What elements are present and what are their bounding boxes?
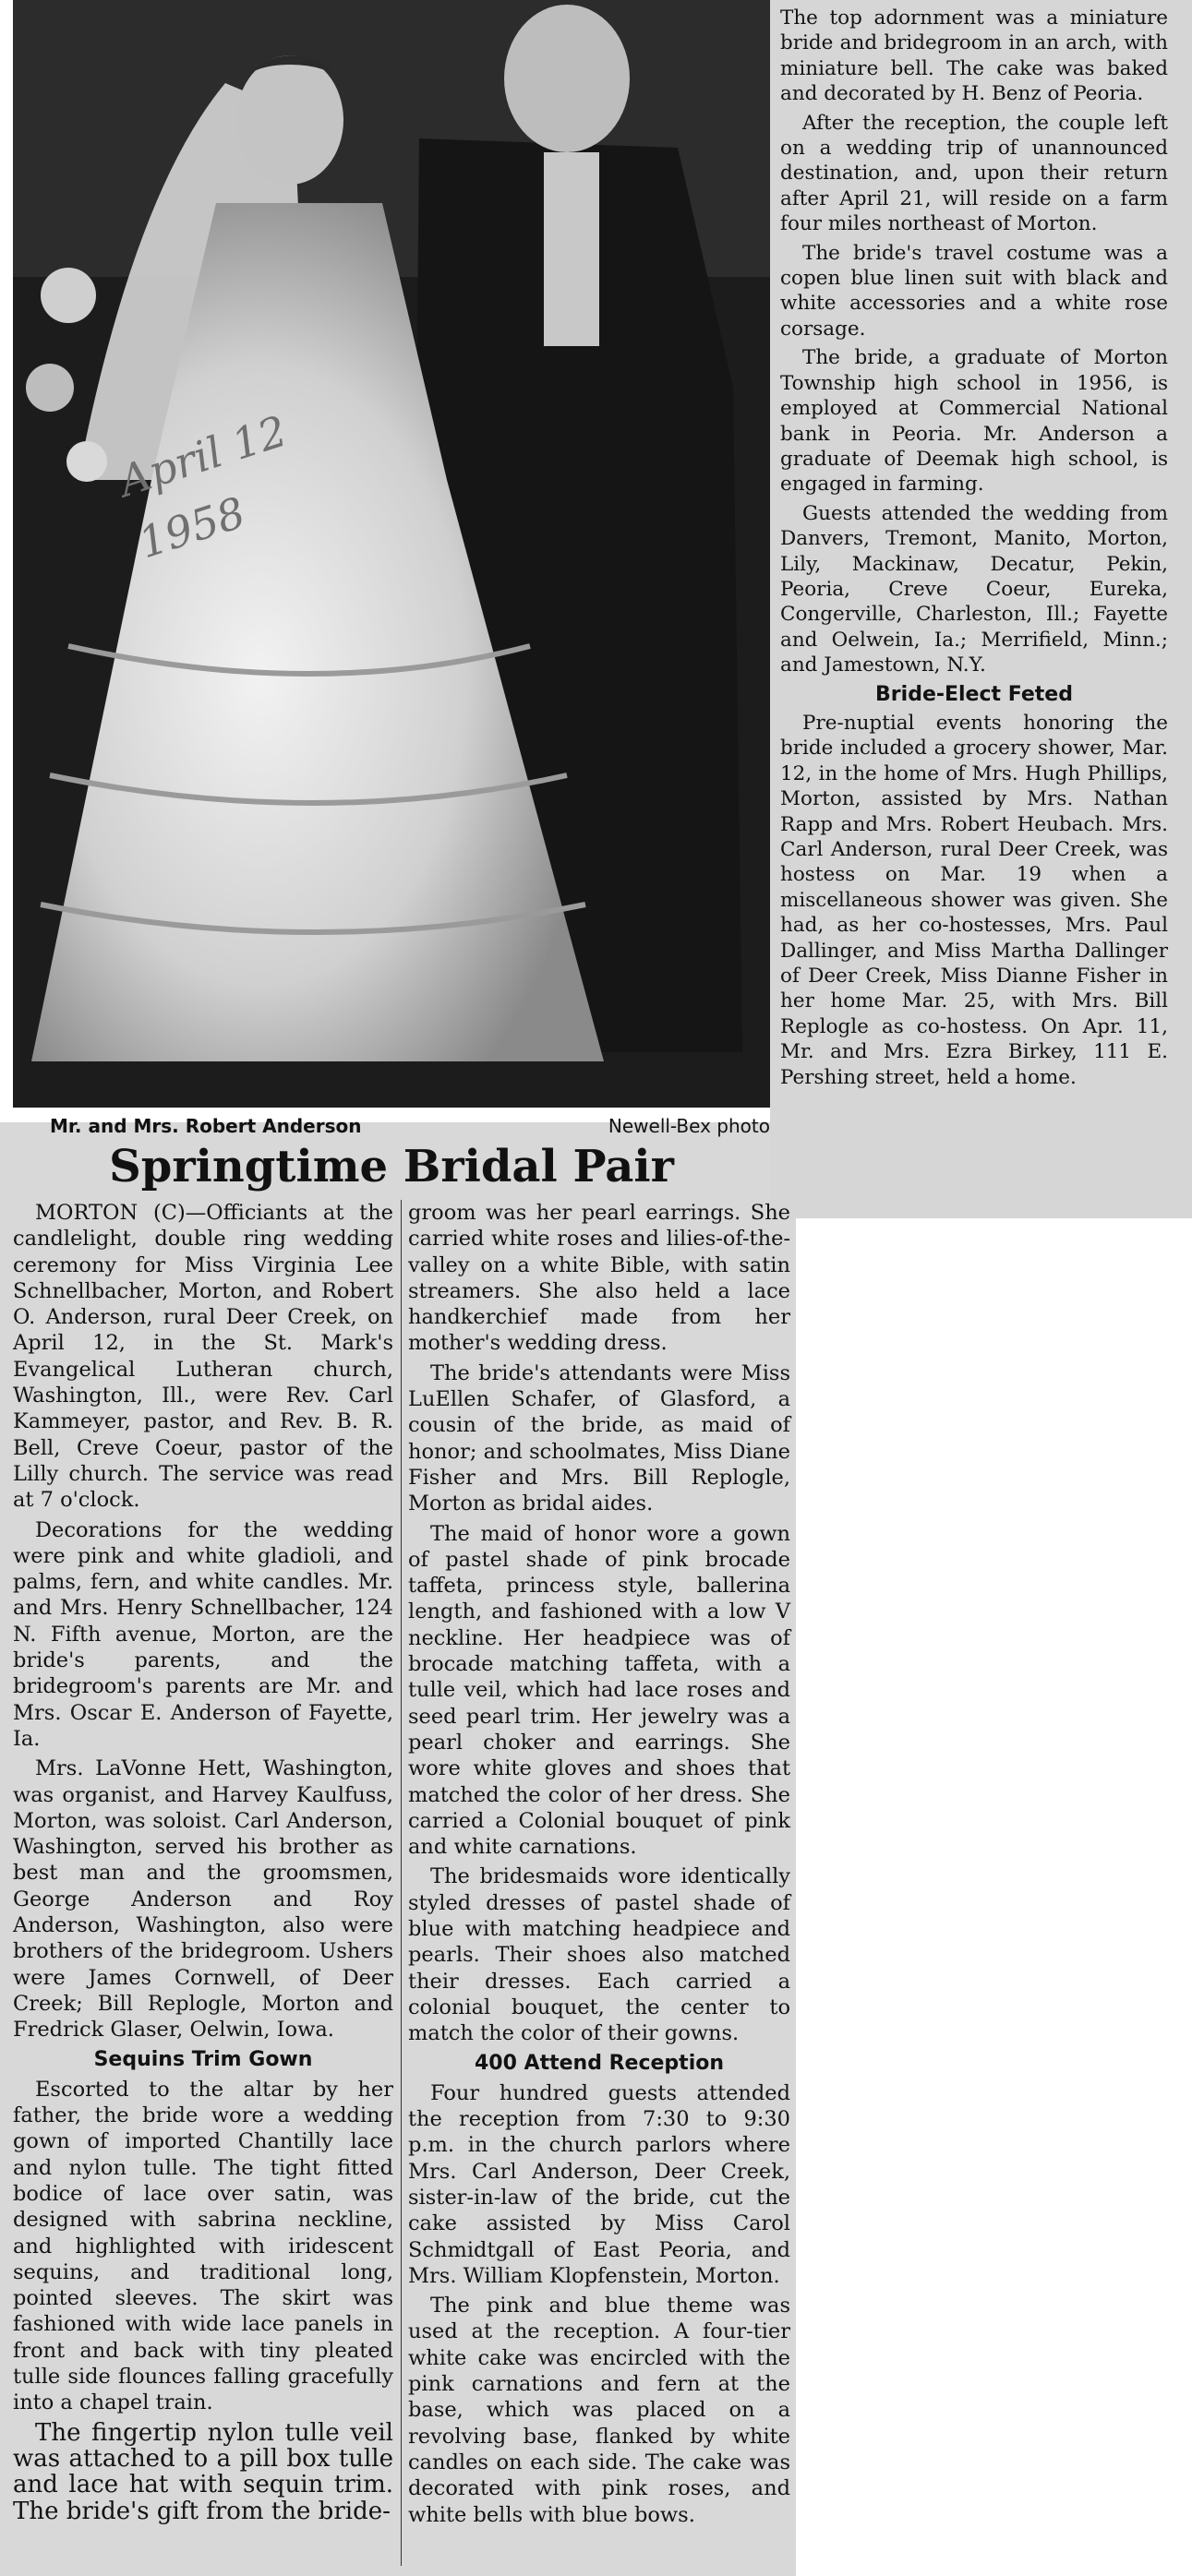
paragraph: The maid of honor wore a gown of pastel shade of pink brocade taffeta, princess style, ballerina length, and fashioned with a low V neckline. Her headpiece was of brocade matching taffeta, with a tulle veil, which had lace roses and seed pearl trim. Her jewelry was a pearl choker and earrings. She wore white gloves and shoes that matched the color of her dress. She carried a Colonial bouquet of pink and white carnations.: [408, 1521, 790, 1860]
wedding-photo-illustration: [13, 0, 770, 1108]
column-rule: [401, 1200, 402, 2566]
paragraph: The fingertip nylon tulle veil was attached to a pill box tulle and lace hat with sequin trim. The bride's gift from the bride-: [13, 2418, 393, 2525]
paragraph: Escorted to the altar by her father, the bride wore a wedding gown of imported Chantilly lace and nylon tulle. The tight fitted bodice of lace over satin, was designed with sabrina neckline, and highlighted with iridescent sequins, and traditional long, pointed sleeves. The skirt was fashioned with wide lace panels in front and back with tiny pleated tulle side flounces falling gracefully into a chapel train.: [13, 2077, 393, 2415]
paragraph: Four hundred guests attended the reception from 7:30 to 9:30 p.m. in the church parlors where Mrs. Carl Anderson, Deer Creek, sister-in-law of the bride, cut the cake assisted by Miss Carol Schmidtgall of East Peoria, and Mrs. William Klopfenstein, Morton.: [408, 2080, 790, 2288]
photo-caption: [13, 1115, 770, 1143]
paragraph: The bride's attendants were Miss LuEllen Schafer, of Glasford, a cousin of the bride, as maid of honor; and schoolmates, Miss Diane Fisher and Mrs. Bill Replogle, Morton as bridal aides.: [408, 1360, 790, 1516]
paragraph: Decorations for the wedding were pink and white gladioli, and palms, fern, and white candles. Mr. and Mrs. Henry Schnellbacher, 124 N. Fifth avenue, Morton, are the bride's parents, and the bridegroom's parents are Mr. and Mrs. Oscar E. Anderson of Fayette, Ia.: [13, 1517, 393, 1751]
paragraph: The bride, a graduate of Morton Township high school in 1956, is employed at Commercial National bank in Peoria. Mr. Anderson a graduate of Deemak high school, is engaged in farming.: [780, 346, 1168, 497]
bride-and-groom-photo: [13, 0, 770, 1108]
paragraph: The pink and blue theme was used at the reception. A four-tier white cake was encircled with the pink carnations and fern at the base, which was placed on a revolving base, flanked by white candles on each side. The cake was decorated with pink roses, and white bells with blue bows.: [408, 2294, 790, 2527]
photo-credit: Newell-Bex photo: [608, 1115, 770, 1137]
subhead-sequins: Sequins Trim Gown: [93, 2047, 313, 2071]
paragraph: After the reception, the couple left on a wedding trip of unannounced destination, and, upon their return after April 21, will reside on a farm four miles northeast of Morton.: [780, 111, 1168, 236]
paragraph: Mrs. LaVonne Hett, Washington, was organist, and Harvey Kaulfuss, Morton, was soloist. Carl Anderson, Washington, served his brother as best man and the groomsmen, George Anderson and Roy Anderson, Washington, also were brothers of the bridegroom. Ushers were James Cornwell, of Deer Creek; Bill Replogle, Morton and Fredrick Glaser, Oelwin, Iowa.: [13, 1756, 393, 2043]
caption-names: Mr. and Mrs. Robert Anderson: [50, 1115, 362, 1137]
paragraph: The bride's travel costume was a copen blue linen suit with black and white accessories and a white rose corsage.: [780, 241, 1168, 341]
right-column: [780, 6, 1168, 1094]
handwritten-date-annotation: April 12 1958: [113, 405, 293, 569]
subhead-bride-elect: Bride-Elect Feted: [875, 682, 1073, 706]
left-column: [13, 1200, 393, 2528]
paragraph: The bridesmaids wore identically styled dresses of pastel shade of blue with matching headpiece and pearls. Their shoes also matched their dresses. Each carried a colonial bouquet, the center to match the color of their gowns.: [408, 1864, 790, 2046]
paragraph: groom was her pearl earrings. She carried white roses and lilies-of-the-valley on a white Bible, with satin streamers. She also held a lace handkerchief made from her mother's wedding dress.: [408, 1201, 790, 1356]
paragraph: MORTON (C)—Officiants at the candlelight, double ring wedding ceremony for Miss Virginia Lee Schnellbacher, Morton, and Robert O. Anderson, rural Deer Creek, on April 12, in the St. Mark's Evangelical Lutheran church, Washington, Ill., were Rev. Carl Kammeyer, pastor, and Rev. B. R. Bell, Creve Coeur, pastor of the Lilly church. The service was read at 7 o'clock.: [13, 1201, 393, 1513]
paragraph: Pre-nuptial events honoring the bride included a grocery shower, Mar. 12, in the home of Mrs. Hugh Phillips, Morton, assisted by Mrs. Nathan Rapp and Mrs. Robert Heubach. Mrs. Carl Anderson, rural Deer Creek, was hostess on Mar. 19 when a miscellaneous shower was given. She had, as her co-hostesses, Mrs. Paul Dallinger, and Miss Martha Dallinger of Deer Creek, Miss Dianne Fisher in her home Mar. 25, with Mrs. Bill Replogle as co-hostess. On Apr. 11, Mr. and Mrs. Ezra Birkey, 111 E. Pershing street, held a home.: [780, 711, 1168, 1089]
paragraph: The top adornment was a miniature bride and bridegroom in an arch, with miniature bell. The cake was baked and decorated by H. Benz of Peoria.: [780, 6, 1168, 106]
article-headline: Springtime Bridal Pair: [109, 1141, 674, 1192]
paragraph: Guests attended the wedding from Danvers, Tremont, Manito, Morton, Lily, Mackinaw, Decatur, Pekin, Peoria, Creve Coeur, Eureka, Congerville, Charleston, Ill.; Fayette and Oelwein, Ia.; Merrifield, Minn.; and Jamestown, N.Y.: [780, 501, 1168, 677]
middle-column: [408, 1200, 790, 2532]
subhead-reception: 400 Attend Reception: [474, 2051, 725, 2075]
